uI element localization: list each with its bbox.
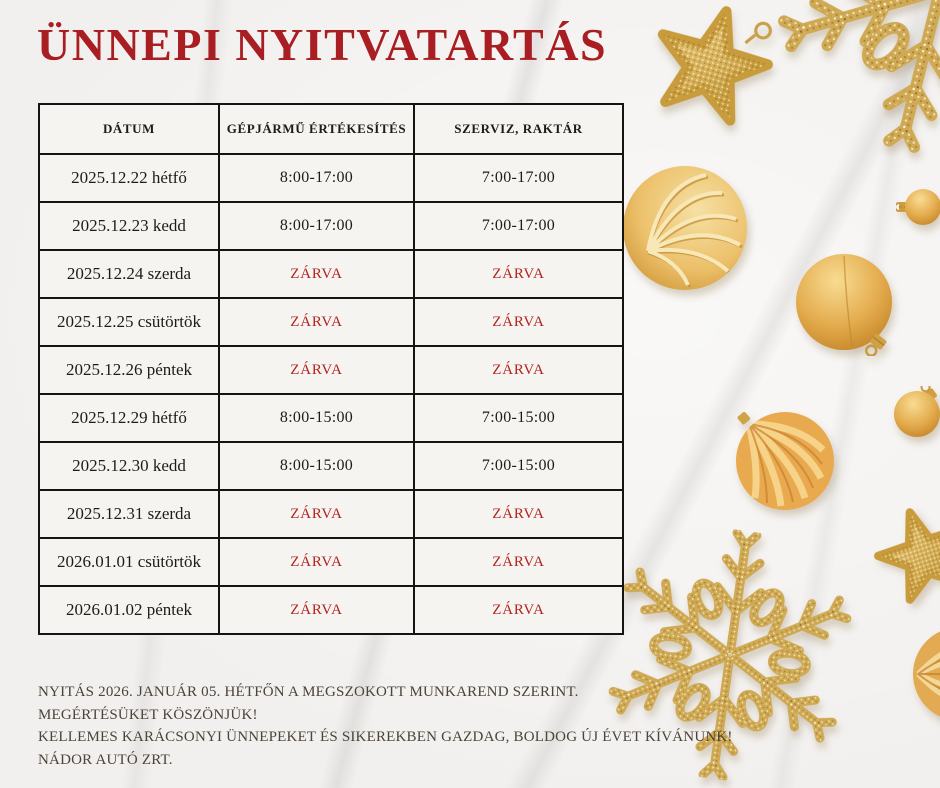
cell-date: 2025.12.22 hétfő	[39, 154, 219, 202]
cell-sales-hours: 8:00-17:00	[219, 202, 414, 250]
cell-sales-hours: 8:00-17:00	[219, 154, 414, 202]
cell-sales-hours: ZÁRVA	[219, 346, 414, 394]
cell-sales-hours: ZÁRVA	[219, 538, 414, 586]
table-row	[39, 490, 623, 538]
column-header-service-warehouse: SZERVIZ, RAKTÁR	[414, 104, 623, 154]
column-header-date: DÁTUM	[39, 104, 219, 154]
cell-service-hours: 7:00-15:00	[414, 394, 623, 442]
table-row	[39, 250, 623, 298]
cell-sales-hours: ZÁRVA	[219, 298, 414, 346]
cell-date: 2026.01.01 csütörtök	[39, 538, 219, 586]
table-row	[39, 346, 623, 394]
table-row	[39, 298, 623, 346]
cell-date: 2025.12.30 kedd	[39, 442, 219, 490]
footer-line-wishes: KELLEMES KARÁCSONYI ÜNNEPEKET ÉS SIKEREKBEN GAZDAG, BOLDOG ÚJ ÉVET KÍVÁNUNK!	[38, 729, 733, 746]
table-row	[39, 538, 623, 586]
cell-date: 2025.12.25 csütörtök	[39, 298, 219, 346]
footer-line-reopen: NYITÁS 2026. JANUÁR 05. HÉTFŐN A MEGSZOKOTT MUNKAREND SZERINT.	[38, 684, 579, 700]
cell-date: 2025.12.23 kedd	[39, 202, 219, 250]
footer-line-thanks: MEGÉRTÉSÜKET KÖSZÖNJÜK!	[38, 706, 258, 723]
cell-sales-hours: ZÁRVA	[219, 250, 414, 298]
cell-service-hours: 7:00-15:00	[414, 442, 623, 490]
cell-service-hours: 7:00-17:00	[414, 154, 623, 202]
cell-service-hours: ZÁRVA	[414, 298, 623, 346]
cell-service-hours: 7:00-17:00	[414, 202, 623, 250]
footer-line-company: NÁDOR AUTÓ ZRT.	[38, 751, 173, 768]
cell-service-hours: ZÁRVA	[414, 538, 623, 586]
table-row	[39, 202, 623, 250]
table-row	[39, 586, 623, 634]
cell-service-hours: ZÁRVA	[414, 490, 623, 538]
cell-service-hours: ZÁRVA	[414, 250, 623, 298]
cell-date: 2025.12.24 szerda	[39, 250, 219, 298]
cell-date: 2025.12.26 péntek	[39, 346, 219, 394]
table-header-row	[39, 104, 623, 154]
cell-service-hours: ZÁRVA	[414, 586, 623, 634]
cell-service-hours: ZÁRVA	[414, 346, 623, 394]
cell-date: 2026.01.02 péntek	[39, 586, 219, 634]
table-row	[39, 154, 623, 202]
footer-note	[38, 681, 733, 771]
table-row	[39, 394, 623, 442]
column-header-vehicle-sales: GÉPJÁRMŰ ÉRTÉKESÍTÉS	[219, 104, 414, 154]
cell-date: 2025.12.31 szerda	[39, 490, 219, 538]
page-title: ÜNNEPI NYITVATARTÁS	[37, 19, 608, 70]
opening-hours-table	[38, 103, 624, 635]
cell-sales-hours: 8:00-15:00	[219, 442, 414, 490]
cell-date: 2025.12.29 hétfő	[39, 394, 219, 442]
table-row	[39, 442, 623, 490]
cell-sales-hours: ZÁRVA	[219, 490, 414, 538]
cell-sales-hours: ZÁRVA	[219, 586, 414, 634]
cell-sales-hours: 8:00-15:00	[219, 394, 414, 442]
